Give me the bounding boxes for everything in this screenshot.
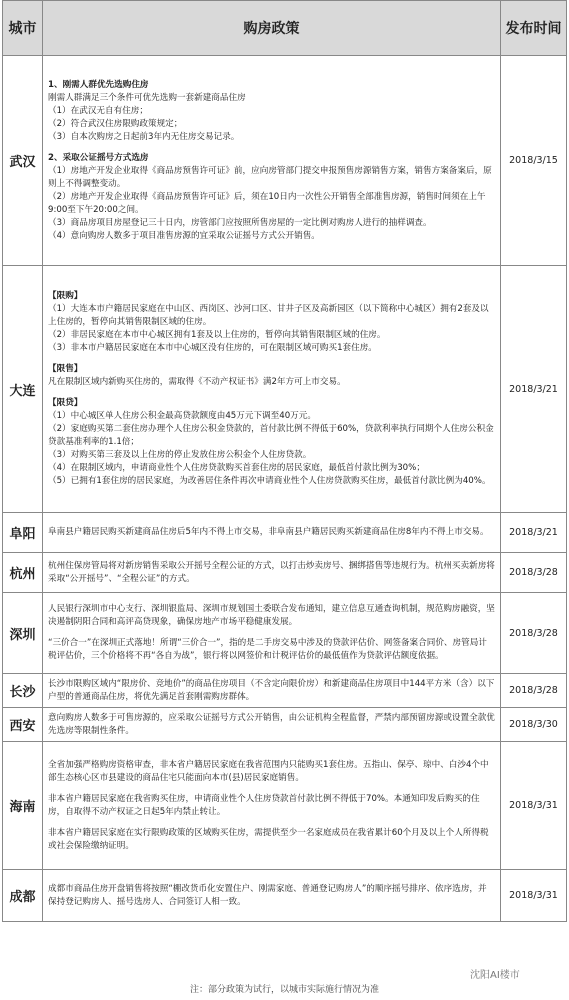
city-cell: 成都 xyxy=(3,870,43,922)
policy-line: （2）房地产开发企业取得《商品房预售许可证》后，须在10日内一次性公开销售全部准售房源，销售时间须在上午9:00至下午20:00之间。 xyxy=(48,191,486,215)
date-cell: 2018/3/31 xyxy=(501,742,567,870)
table-row xyxy=(3,674,567,708)
header-city: 城市 xyxy=(3,1,43,56)
policy-line: （3）自本次购房之日起前3年内无住房交易记录。 xyxy=(48,131,240,142)
date-cell: 2018/3/30 xyxy=(501,708,567,742)
policy-line: 【限贷】 xyxy=(48,398,83,408)
city-cell: 西安 xyxy=(3,708,43,742)
policy-cell xyxy=(43,708,501,742)
city-cell: 阜阳 xyxy=(3,513,43,553)
city-cell: 海南 xyxy=(3,742,43,870)
table-row xyxy=(3,593,567,674)
policy-line: 杭州住保房管局将对新房销售采取公开摇号全程公证的方式，以打击炒卖房号、捆绑搭售等违规行为。杭州买卖新房将采取“公开摇号”、“全程公证”的方式。 xyxy=(48,560,495,584)
header-date: 发布时间 xyxy=(501,1,567,56)
policy-line: 【限购】 xyxy=(48,291,83,301)
table-row xyxy=(3,870,567,922)
policy-line: （4）在限制区域内，申请商业性个人住房贷款购买首套住房的居民家庭，最低首付款比例为30%； xyxy=(48,463,425,473)
date-cell: 2018/3/31 xyxy=(501,870,567,922)
policy-line: （3）商品房项目房屋登记三十日内，房管部门应按照所售房屋的一定比例对购房人进行的抽样调查。 xyxy=(48,217,432,228)
policy-cell xyxy=(43,553,501,593)
header-policy: 购房政策 xyxy=(43,1,501,56)
table-row xyxy=(3,513,567,553)
policy-cell xyxy=(43,674,501,708)
table-row xyxy=(3,742,567,870)
policy-line: （5）已拥有1套住房的居民家庭，为改善居住条件再次申请商业性个人住房贷款购买住房，最低首付款比例为40%。 xyxy=(48,476,491,486)
policy-line: 非本省户籍居民家庭在我省购买住房，申请商业性个人住房贷款首付款比例不得低于70%。本通知印发后购买的住房，自取得不动产权证之日起5年内禁止转让。 xyxy=(48,793,480,817)
date-cell: 2018/3/28 xyxy=(501,674,567,708)
table-row xyxy=(3,266,567,513)
date-cell: 2018/3/15 xyxy=(501,56,567,266)
date-cell: 2018/3/21 xyxy=(501,266,567,513)
table-row xyxy=(3,56,567,266)
policy-line: 全省加强严格购房资格审查，非本省户籍居民家庭在我省范围内只能购买1套住房。五指山、保亭、琼中、白沙4个中部生态核心区市县建设的商品住宅只能面向本市(县)居民家庭销售。 xyxy=(48,759,489,783)
date-cell: 2018/3/28 xyxy=(501,593,567,674)
policy-line xyxy=(48,389,495,397)
policy-cell xyxy=(43,870,501,922)
policy-cell xyxy=(43,742,501,870)
city-cell: 深圳 xyxy=(3,593,43,674)
policy-line: 【限售】 xyxy=(48,364,83,374)
policy-line: （2）家庭购买第二套住房办理个人住房公积金贷款的，首付款比例不得低于60%，贷款利率执行同期个人住房公积金贷款基准利率的1.1倍； xyxy=(48,424,494,447)
policy-line: （2）非居民家庭在本市中心城区拥有1套及以上住房的，暂停向其销售限制区域的住房。 xyxy=(48,330,386,340)
policy-line: 意向购房人数多于可售房源的，应采取公证摇号方式公开销售，由公证机构全程监督，严禁内部预留房源或设置全款优先选房等限制性条件。 xyxy=(48,712,495,736)
policy-line xyxy=(48,629,495,637)
policy-line: （1）大连本市户籍居民家庭在中山区、西岗区、沙河口区、甘井子区及高新园区（以下简称中心城区）拥有2套及以上住房的，暂停向其销售限制区域的住房。 xyxy=(48,304,489,327)
policy-line: （3）对购买第三套及以上住房的停止发放住房公积金个人住房贷款。 xyxy=(48,450,312,460)
policy-cell xyxy=(43,593,501,674)
policy-line: 阜南县户籍居民购买新建商品住房后5年内不得上市交易，非阜南县户籍居民购买新建商品住房8年内不得上市交易。 xyxy=(48,527,489,537)
date-cell: 2018/3/21 xyxy=(501,513,567,553)
table-header xyxy=(3,1,567,56)
policy-line: 刚需人群满足三个条件可优先选购一套新建商品住房 xyxy=(48,92,246,103)
policy-cell xyxy=(43,56,501,266)
policy-table xyxy=(2,0,567,922)
policy-line: 凡在限制区域内新购买住房的，需取得《不动产权证书》满2年方可上市交易。 xyxy=(48,377,346,387)
policy-line: 非本省户籍居民家庭在实行限购政策的区域购买住房，需提供至少一名家庭成员在我省累计60个月及以上个人所得税或社会保险缴纳证明。 xyxy=(48,827,489,851)
policy-line: （4）意向购房人数多于项目准售房源的宜采取公证摇号方式公开销售。 xyxy=(48,230,320,241)
policy-cell xyxy=(43,266,501,513)
city-cell: 杭州 xyxy=(3,553,43,593)
table-body xyxy=(3,56,567,922)
policy-line: 2、采取公证摇号方式选房 xyxy=(48,152,149,163)
policy-line xyxy=(48,144,495,152)
policy-line: （1）在武汉无自有住房； xyxy=(48,105,148,116)
policy-line: 1、刚需人群优先选购住房 xyxy=(48,79,149,90)
footer-note: 注：部分政策为试行，以城市实际施行情况为准 xyxy=(189,985,379,995)
table-row xyxy=(3,708,567,742)
policy-line: （2）符合武汉住房限购政策规定； xyxy=(48,118,183,129)
policy-line: （1）房地产开发企业取得《商品房预售许可证》前，应向房管部门提交申报预售房源销售方案，销售方案备案后，原则上不得调整变动。 xyxy=(48,165,492,189)
table-row xyxy=(3,553,567,593)
date-cell: 2018/3/28 xyxy=(501,553,567,593)
policy-line: 成都市商品住房开盘销售将按照“棚改货币化安置住户、刚需家庭、普通登记购房人”的顺序摇号排序、依序选房，并保持登记购房人、摇号选房人、合同签订人相一致。 xyxy=(48,883,487,907)
policy-line: 人民银行深圳市中心支行、深圳银监局、深圳市规划国土委联合发布通知，建立信息互通查询机制，规范购房融资，坚决遏制阴阳合同和高评高贷现象，确保房地产市场平稳健康发展。 xyxy=(48,604,495,627)
policy-cell xyxy=(43,513,501,553)
watermark: 沈阳AI楼市 xyxy=(470,970,520,981)
policy-line: 长沙市限购区域内“限房价、竞地价”的商品住房项目（不含定向限价房）和新建商品住房项目中144平方米（含）以下户型的普通商品住房，将优先满足首套刚需购房群体。 xyxy=(48,678,495,702)
policy-line xyxy=(48,819,495,827)
policy-line xyxy=(48,785,495,793)
city-cell: 武汉 xyxy=(3,56,43,266)
policy-line xyxy=(48,355,495,363)
city-cell: 长沙 xyxy=(3,674,43,708)
policy-line: （1）中心城区单人住房公积金最高贷款额度由45万元下调至40万元。 xyxy=(48,411,316,421)
city-cell: 大连 xyxy=(3,266,43,513)
policy-line: （3）非本市户籍居民家庭在本市中心城区没有住房的，可在限制区域可购买1套住房。 xyxy=(48,343,377,353)
policy-line: “三价合一”在深圳正式落地！所谓“三价合一”，指的是二手房交易中涉及的贷款评估价、网签备案合同价、房管局计税评估价，三个价格将不再“各自为战”，银行将以网签价和计税评估价的最低值作为贷款评估额度依据。 xyxy=(48,638,487,661)
